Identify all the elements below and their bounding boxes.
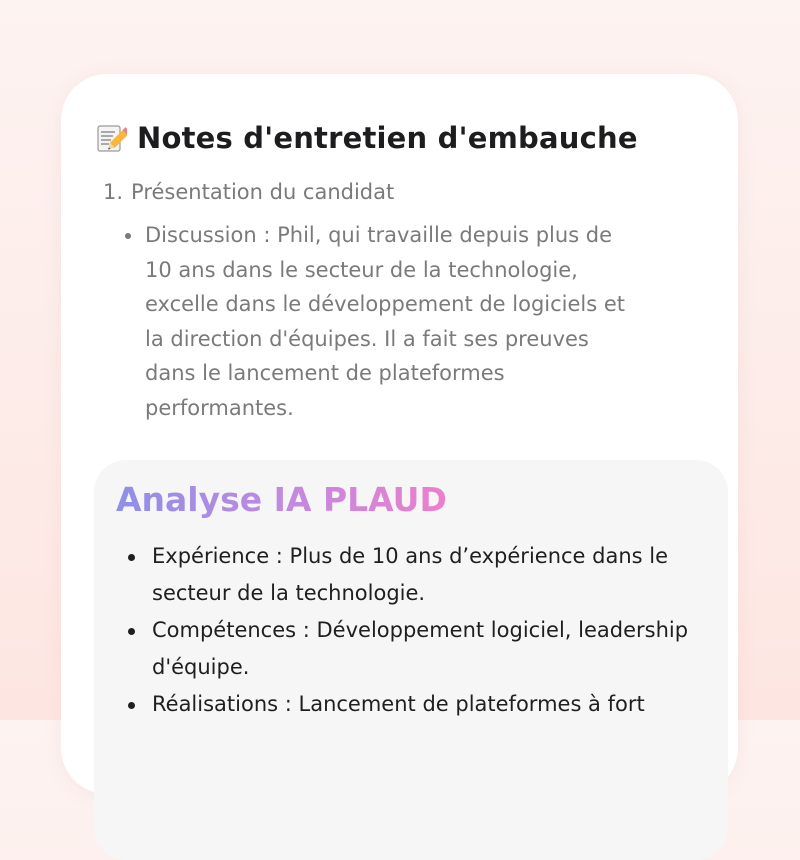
section-heading [103,180,703,204]
list-item: Compétences : Développement logiciel, leadership d'équipe. [128,612,708,686]
ai-analysis-bullets [128,538,708,723]
ai-analysis-panel [94,460,728,860]
note-title: Notes d'entretien d'embauche [137,121,638,155]
memo-icon [95,122,127,154]
list-item: Réalisations : Lancement de plateformes à fort [128,686,708,723]
section-heading-text: Présentation du candidat [131,180,395,204]
note-header [95,116,638,160]
list-item: Discussion : Phil, qui travaille depuis plus de 10 ans dans le secteur de la technologie, excelle dans le développement de logiciels et la direction d'équipes. Il a fait ses preuves dans le lancement de plateformes performantes. [123,218,635,425]
list-item: Expérience : Plus de 10 ans d’expérience dans le secteur de la technologie. [128,538,708,612]
note-card [61,74,738,794]
section-number: 1. [103,180,124,204]
note-section [103,180,703,425]
section-bullets [123,218,703,425]
ai-analysis-title: Analyse IA PLAUD [116,480,447,519]
